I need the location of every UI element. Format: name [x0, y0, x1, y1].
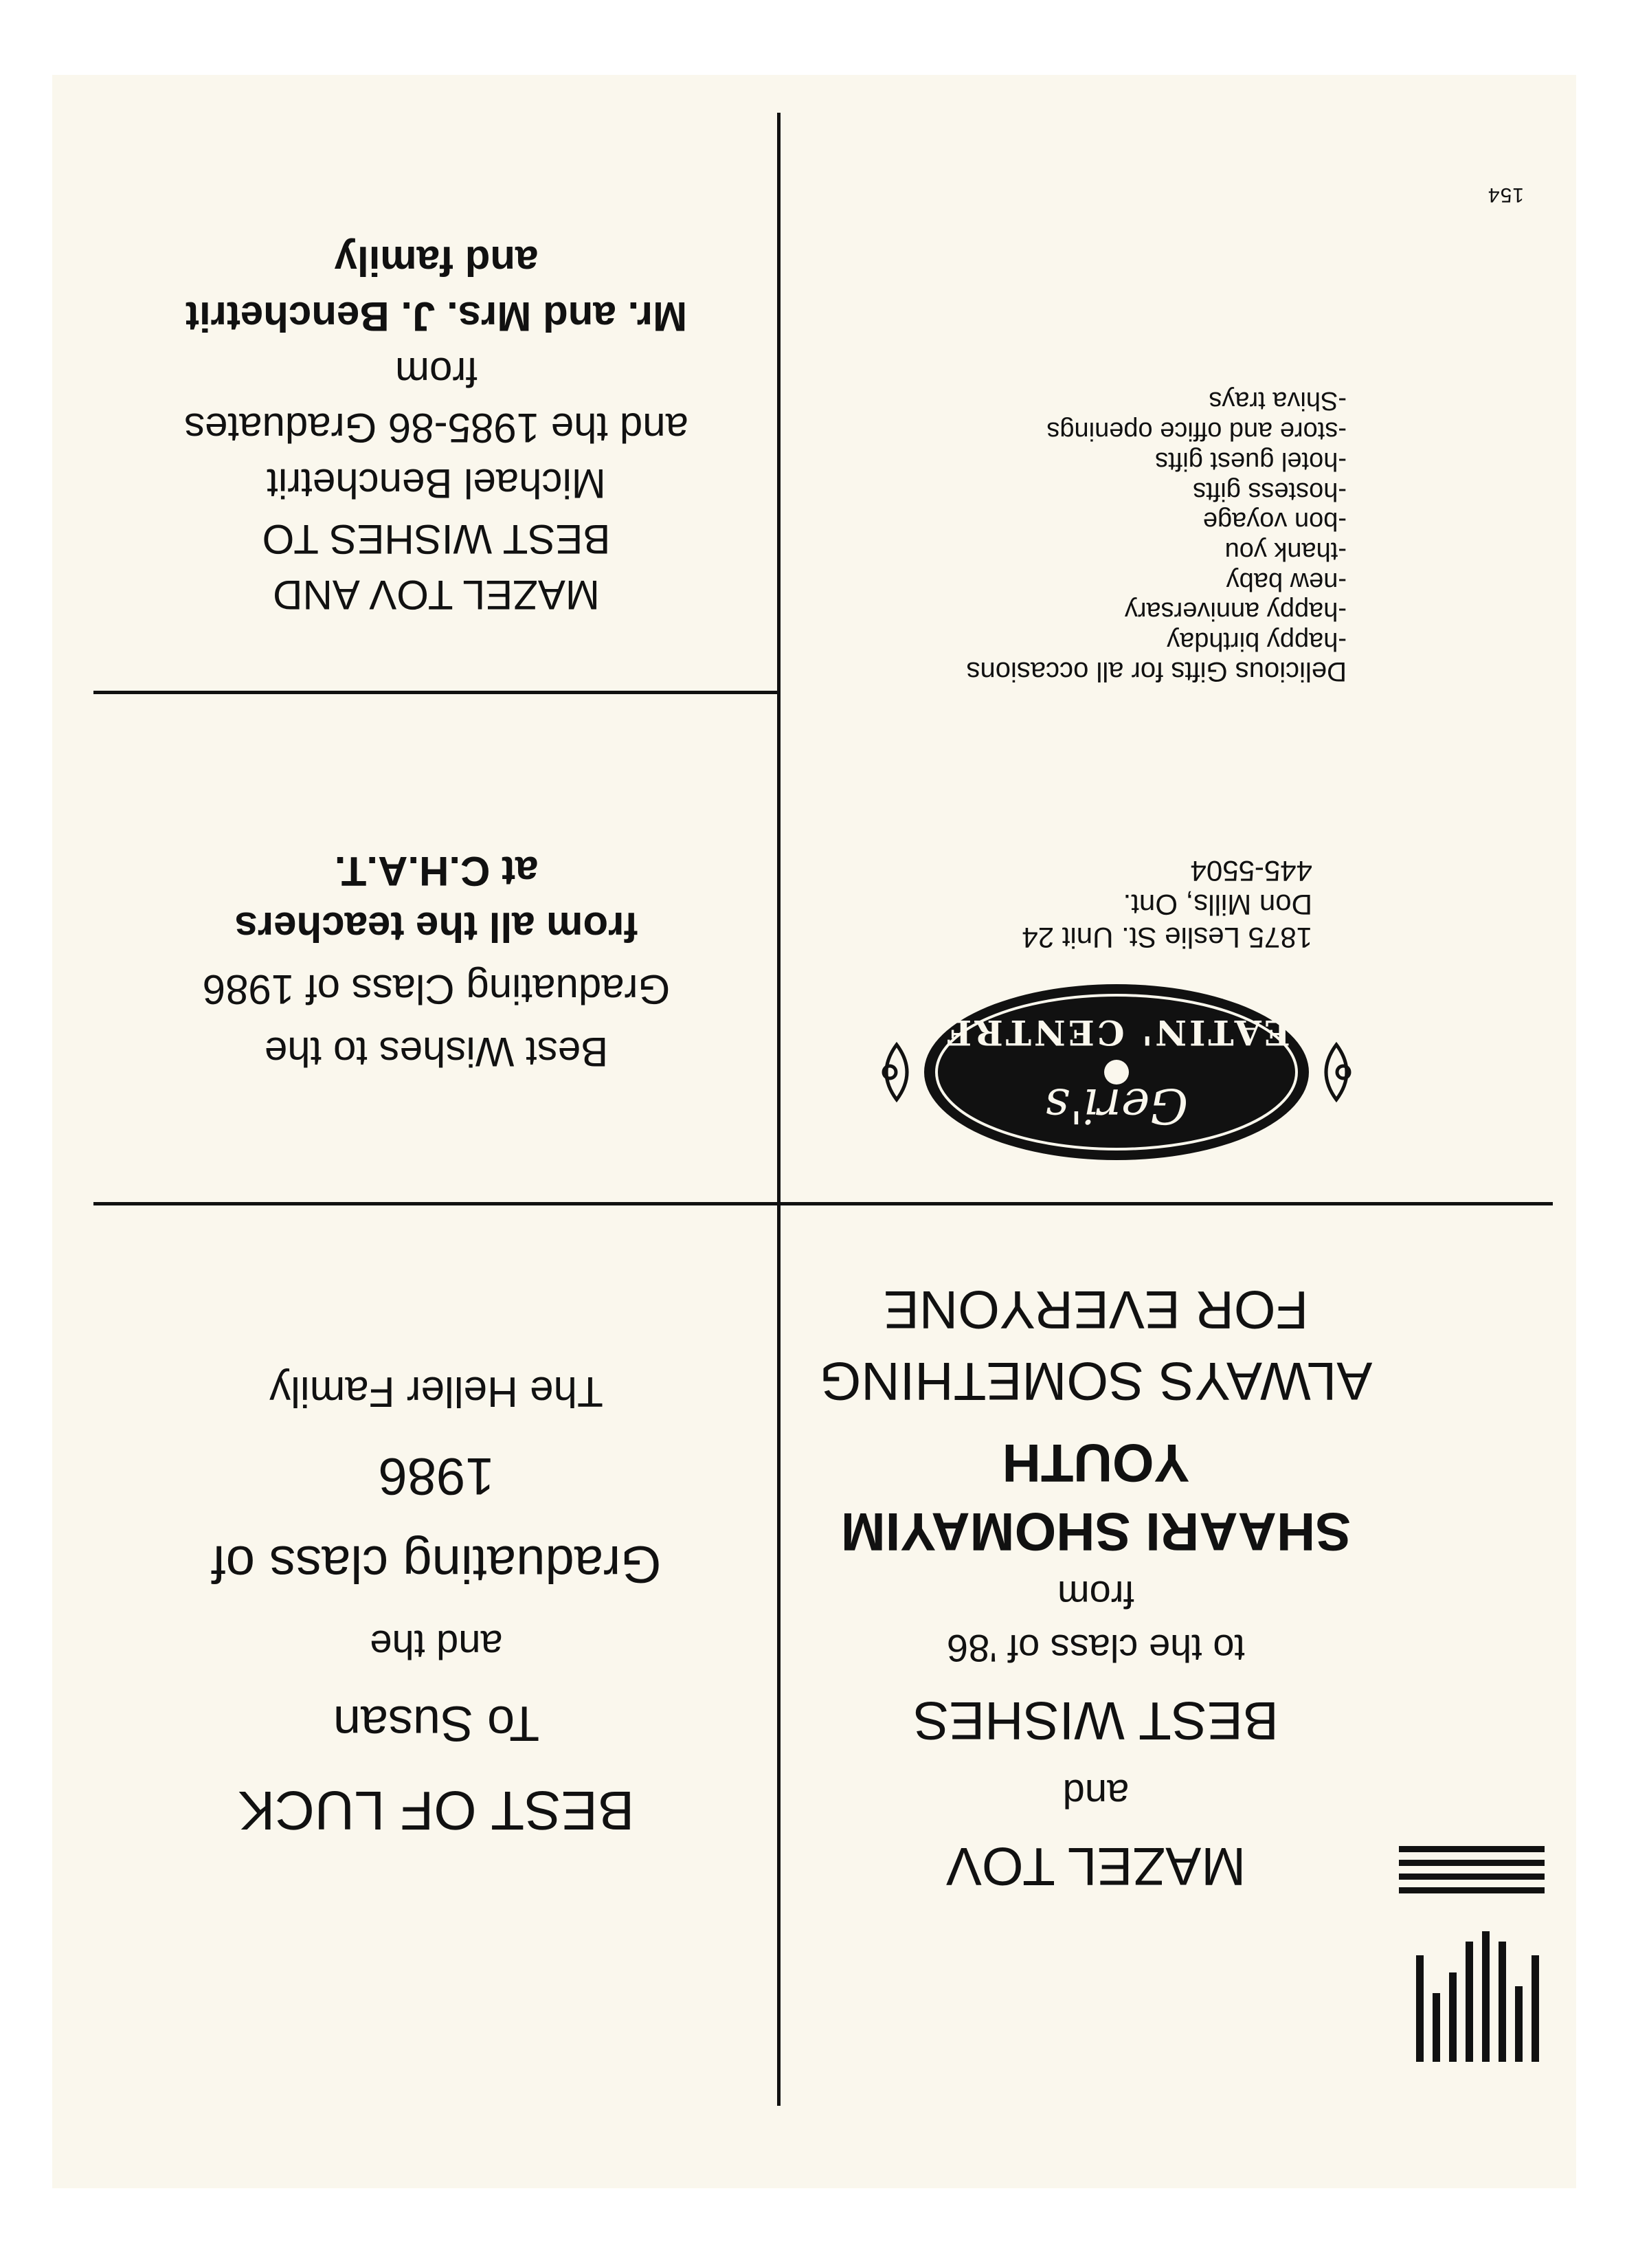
ad-line: SHAARI SHOMAYIM: [840, 1502, 1351, 1563]
service-item: -hotel guest gifts: [1155, 446, 1347, 476]
ad-chat-teachers: [96, 847, 776, 1076]
ad-line: and the 1985-86 Graduates: [184, 405, 688, 451]
horizontal-divider-lower: [93, 691, 781, 694]
logo-script-text: Geri's: [1044, 1078, 1189, 1134]
ad-line: YOUTH: [1002, 1433, 1190, 1494]
ad-geris-eatin-centre: [783, 694, 1553, 1203]
ad-line: The Heller Family: [269, 1367, 603, 1415]
ad-line: at C.H.A.T.: [334, 848, 539, 894]
ad-line: Mr. and Mrs. J. Benchetrit: [185, 293, 688, 340]
ad-line: Graduating Class of 1986: [202, 966, 671, 1012]
vertical-divider: [777, 113, 781, 2106]
ad-line: BEST OF LUCK: [238, 1780, 635, 1841]
ad-line: MAZEL TOV: [945, 1836, 1246, 1897]
ad-line: Best Wishes to the: [264, 1029, 609, 1075]
ad-line: MAZEL TOV AND: [273, 572, 600, 618]
ad-line: ALWAYS SOMETHING: [819, 1350, 1373, 1412]
service-item: -new baby: [1226, 566, 1347, 596]
ad-line: Graduating class of: [211, 1534, 662, 1593]
ad-line: from: [395, 349, 478, 395]
ad-benchetrit: [96, 237, 776, 619]
phone-number: 445-5504: [1190, 855, 1312, 888]
ad-line: To Susan: [333, 1696, 540, 1750]
ad-line: and: [1062, 1771, 1130, 1816]
geris-services: [907, 386, 1347, 687]
ad-line: Michael Benchetrit: [267, 460, 606, 507]
ad-line: FOR EVERYONE: [883, 1280, 1309, 1341]
ad-line: and the: [370, 1622, 503, 1667]
ad-line: from: [1057, 1572, 1134, 1616]
service-item: -happy anniversary: [1124, 597, 1347, 626]
services-heading: Delicious Gifts for all occasions: [966, 656, 1347, 687]
ad-line: BEST WISHES: [913, 1690, 1279, 1751]
service-item: -bon voyage: [1202, 507, 1347, 536]
ad-line: BEST WISHES TO: [262, 516, 611, 562]
service-item: -Shiva trays: [1209, 386, 1347, 416]
service-item: -store and office openings: [1046, 416, 1347, 446]
address-line: Don Mills, Ont.: [1123, 888, 1312, 921]
ad-line: 1986: [378, 1447, 495, 1506]
service-item: -happy birthday: [1167, 627, 1347, 656]
ad-line: and family: [334, 238, 539, 284]
service-item: -hostess gifts: [1193, 476, 1347, 506]
ad-heller-family: [96, 1366, 776, 1842]
ad-line: to the class of '86: [946, 1626, 1246, 1670]
geris-logo: [869, 969, 1364, 1175]
page-number: 154: [1487, 184, 1524, 206]
logo-name-text: EATIN' CENTRE: [943, 1012, 1290, 1053]
address-line: 1875 Leslie St. Unit 24: [1022, 922, 1312, 954]
service-item: -thank you: [1224, 536, 1347, 566]
shul-logo-icon: [1388, 1814, 1553, 2062]
ad-line: from all the teachers: [234, 904, 638, 950]
